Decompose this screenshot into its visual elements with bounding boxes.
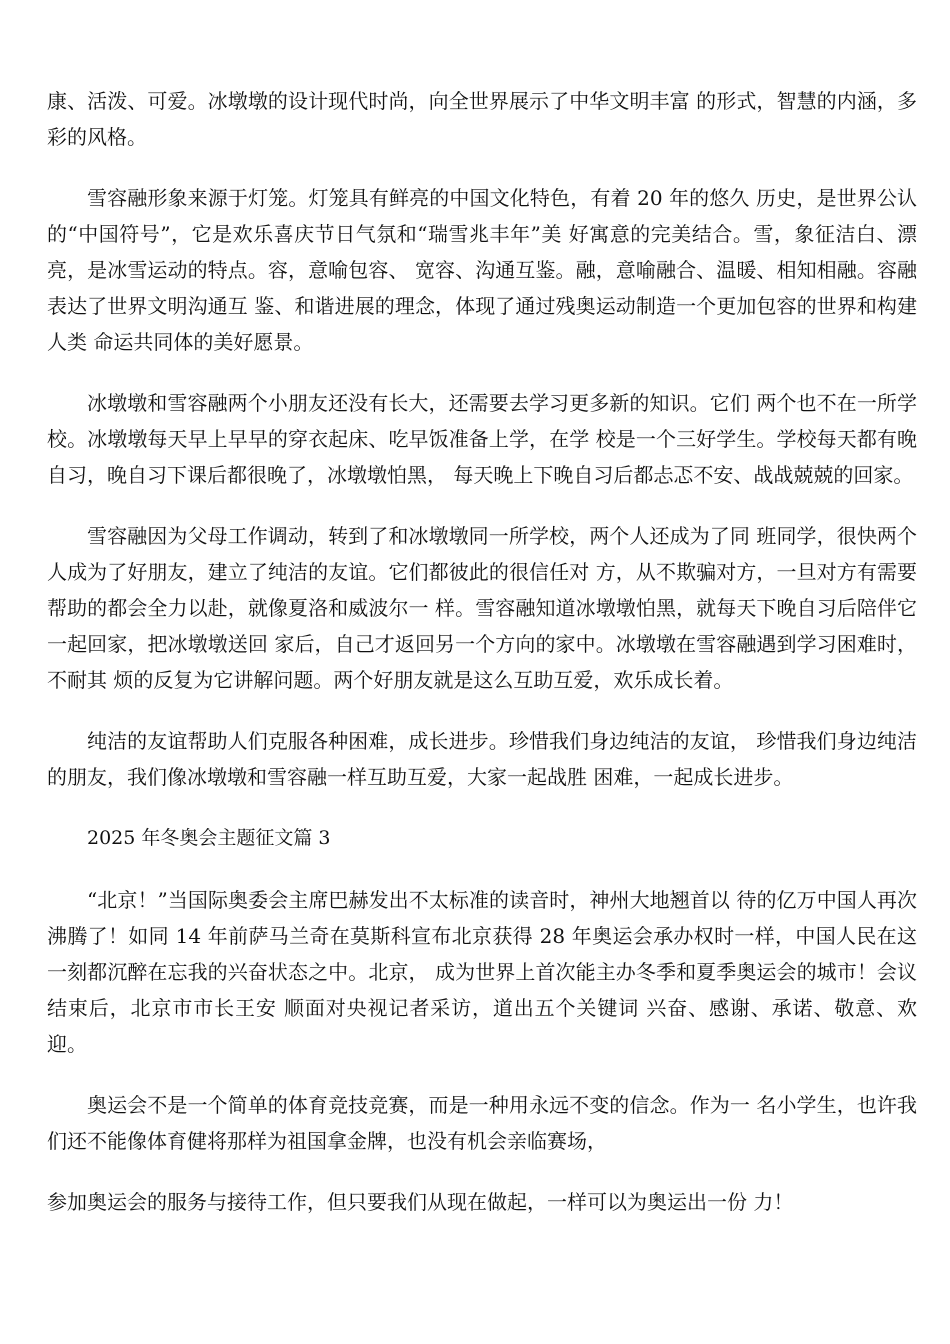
- paragraph-friendship: 雪容融因为父母工作调动，转到了和冰墩墩同一所学校，两个人还成为了同 班同学，很快两个人成为了好朋友，建立了纯洁的友谊。它们都彼此的很信任对 方，从不欺骗对方，一旦对方有需要帮助的都会全力以赴，就像夏洛和威波尔一 样。雪容融知道冰墩墩怕黑，就每天下晚自习后陪伴它一起回家，把冰墩墩送回 家后，自己才返回另一个方向的家中。冰墩墩在雪容融遇到学习困难时，不耐其 烦的反复为它讲解问题。两个好朋友就是这么互助互爱，欢乐成长着。: [47, 524, 917, 692]
- document-body: [47, 83, 917, 1245]
- paragraph-beijing-announcement: “北京！”当国际奥委会主席巴赫发出不太标准的读音时，神州大地翘首以 待的亿万中国人再次沸腾了！如同 14 年前萨马兰奇在莫斯科宣布北京获得 28 年奥运会承办权时一样，中国人民在这一刻都沉醉在忘我的兴奋状态之中。北京， 成为世界上首次能主办冬季和夏季奥运会的城市！会议结束后，北京市市长王安 顺面对央视记者采访，道出五个关键词 兴奋、感谢、承诺、敬意、欢迎。: [47, 888, 917, 1056]
- paragraph-two-friends-school: 冰墩墩和雪容融两个小朋友还没有长大，还需要去学习更多新的知识。它们 两个也不在一所学校。冰墩墩每天早上早早的穿衣起床、吃早饭准备上学，在学 校是一个三好学生。学校每天都有晚自习，晚自习下课后都很晚了，冰墩墩怕黑， 每天晚上下晚自习后都忐忑不安、战战兢兢的回家。: [47, 391, 917, 487]
- paragraph-olympic-belief: 奥运会不是一个简单的体育竞技竞赛，而是一种用永远不变的信念。作为一 名小学生，也许我们还不能像体育健将那样为祖国拿金牌，也没有机会亲临赛场，: [47, 1093, 917, 1153]
- paragraph-contribution: 参加奥运会的服务与接待工作，但只要我们从现在做起，一样可以为奥运出一份 力！: [47, 1190, 794, 1214]
- paragraph-cherish-friendship: 纯洁的友谊帮助人们克服各种困难，成长进步。珍惜我们身边纯洁的友谊， 珍惜我们身边纯洁的朋友，我们像冰墩墩和雪容融一样互助互爱，大家一起战胜 困难，一起成长进步。: [47, 729, 917, 789]
- section-heading: 2025 年冬奥会主题征文篇 3: [87, 827, 331, 849]
- paragraph-shuey-rhon-rhon-lantern: 雪容融形象来源于灯笼。灯笼具有鲜亮的中国文化特色，有着 20 年的悠久 历史，是世界公认的“中国符号”，它是欢乐喜庆节日气氛和“瑞雪兆丰年”美 好寓意的完美结合。雪，象征洁白、漂亮，是冰雪运动的特点。容，意喻包容、 宽容、沟通互鉴。融，意喻融合、温暖、相知相融。容融表达了世界文明沟通互 鉴、和谐进展的理念，体现了通过残奥运动制造一个更加包容的世界和构建人类 命运共同体的美好愿景。: [47, 186, 917, 354]
- paragraph-bingdwendwen-design: 康、活泼、可爱。冰墩墩的设计现代时尚，向全世界展示了中华文明丰富 的形式，智慧的内涵，多彩的风格。: [47, 89, 917, 149]
